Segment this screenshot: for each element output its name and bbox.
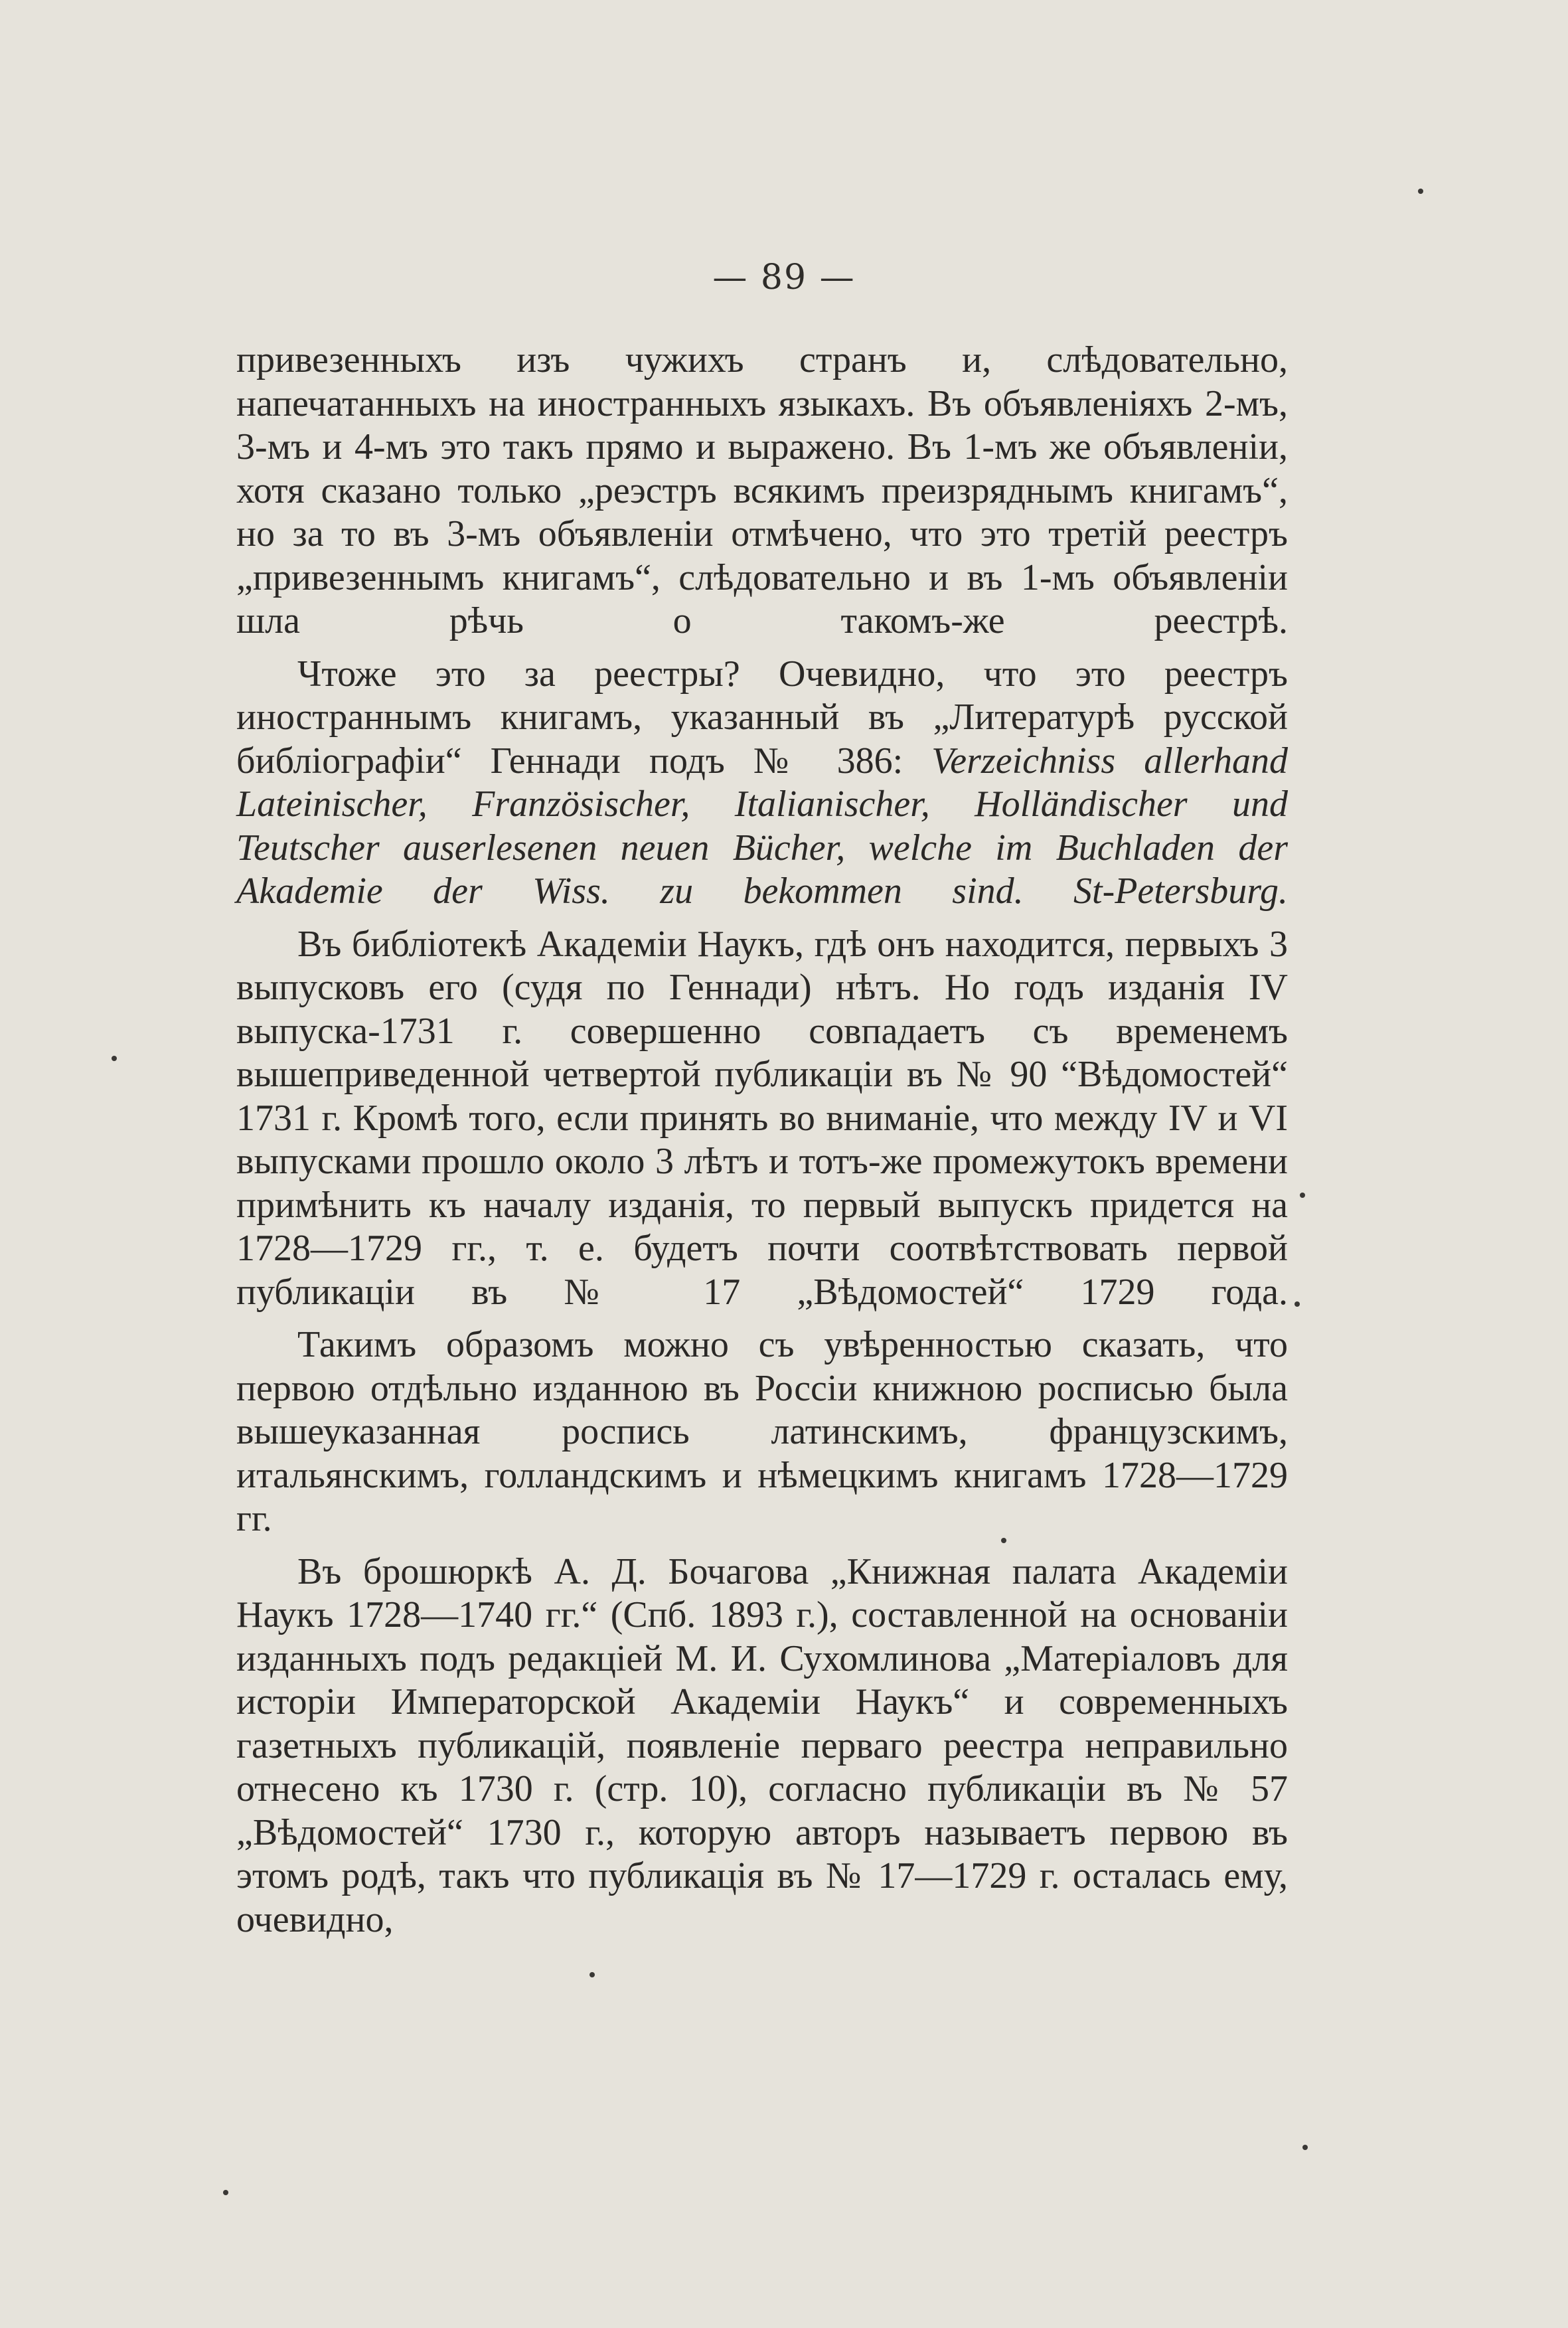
paragraph-2-text: Чтоже это за реестры? Очевидно, что это реестръ иностраннымъ книгамъ, указанный въ „Литературѣ русской библіографіи“ Геннади подъ № 386: (236, 653, 1288, 782)
ink-speck (1418, 189, 1423, 194)
ink-speck (1300, 1193, 1305, 1198)
page-number: — 89 — (712, 258, 856, 297)
paragraph-5: Въ брошюркѣ А. Д. Бочагова „Книжная палата Академіи Наукъ 1728—1740 гг.“ (Спб. 1893 г.), составленной на основаніи изданныхъ подъ редакціей М. И. Сухомлинова „Матеріаловъ для исторіи Императорской Академіи Наукъ“ и современныхъ газетныхъ публикацій, появленіе перваго реестра неправильно отнесено къ 1730 г. (стр. 10), согласно публикаціи въ № 57 „Вѣдомостей“ 1730 г., которую авторъ называетъ первою въ этомъ родѣ, такъ что публикація въ № 17—1729 г. осталась ему, очевидно, (236, 1550, 1288, 1940)
body-text (236, 339, 1288, 1951)
paragraph-4: Такимъ образомъ можно съ увѣренностью сказать, что первою отдѣльно изданною въ Россіи книжною росписью была вышеуказанная роспись латинскимъ, французскимъ, итальянскимъ, голландскимъ и нѣмецкимъ книгамъ 1728—1729 гг. (236, 1324, 1288, 1539)
ink-speck (1294, 1301, 1300, 1307)
ink-speck (223, 2190, 228, 2195)
ink-speck (1302, 2145, 1308, 2150)
ink-speck (112, 1056, 117, 1061)
paragraph-2-italic-title: Verzeichniss allerhand Lateinischer, Französischer, Italianischer, Holländischer und Teutscher auserlesenen neuen Bücher, welche im Buchladen der Akademie der Wiss. zu bekommen sind. St-Petersburg. (236, 740, 1288, 912)
paragraph-3: Въ библіотекѣ Академіи Наукъ, гдѣ онъ находится, первыхъ 3 выпусковъ его (судя по Геннади) нѣтъ. Но годъ изданія IV выпуска-1731 г. совершенно совпадаетъ съ временемъ вышеприведенной четвертой публикаціи въ № 90 “Вѣдомостей“ 1731 г. Кромѣ того, если принять во вниманіе, что между IV и VI выпусками прошло около 3 лѣтъ и тотъ-же промежутокъ времени примѣнить къ началу изданія, то первый выпускъ придется на 1728—1729 гг., т. е. будетъ почти соотвѣтствовать первой публикаціи въ № 17 „Вѣдомостей“ 1729 года. (236, 923, 1288, 1313)
paragraph-1: привезенныхъ изъ чужихъ странъ и, слѣдовательно, напечатанныхъ на иностранныхъ языкахъ. Въ объявленіяхъ 2-мъ, 3-мъ и 4-мъ это такъ прямо и выражено. Въ 1-мъ же объявленіи, хотя сказано только „реэстръ всякимъ преизряднымъ книгамъ“, но за то въ 3-мъ объявленіи отмѣчено, что это третій реестръ „привезеннымъ книгамъ“, слѣдовательно и въ 1-мъ объявленіи шла рѣчь о такомъ-же реестрѣ. (236, 339, 1288, 641)
paragraph-2 (236, 653, 1288, 914)
ink-speck (589, 1972, 595, 1977)
